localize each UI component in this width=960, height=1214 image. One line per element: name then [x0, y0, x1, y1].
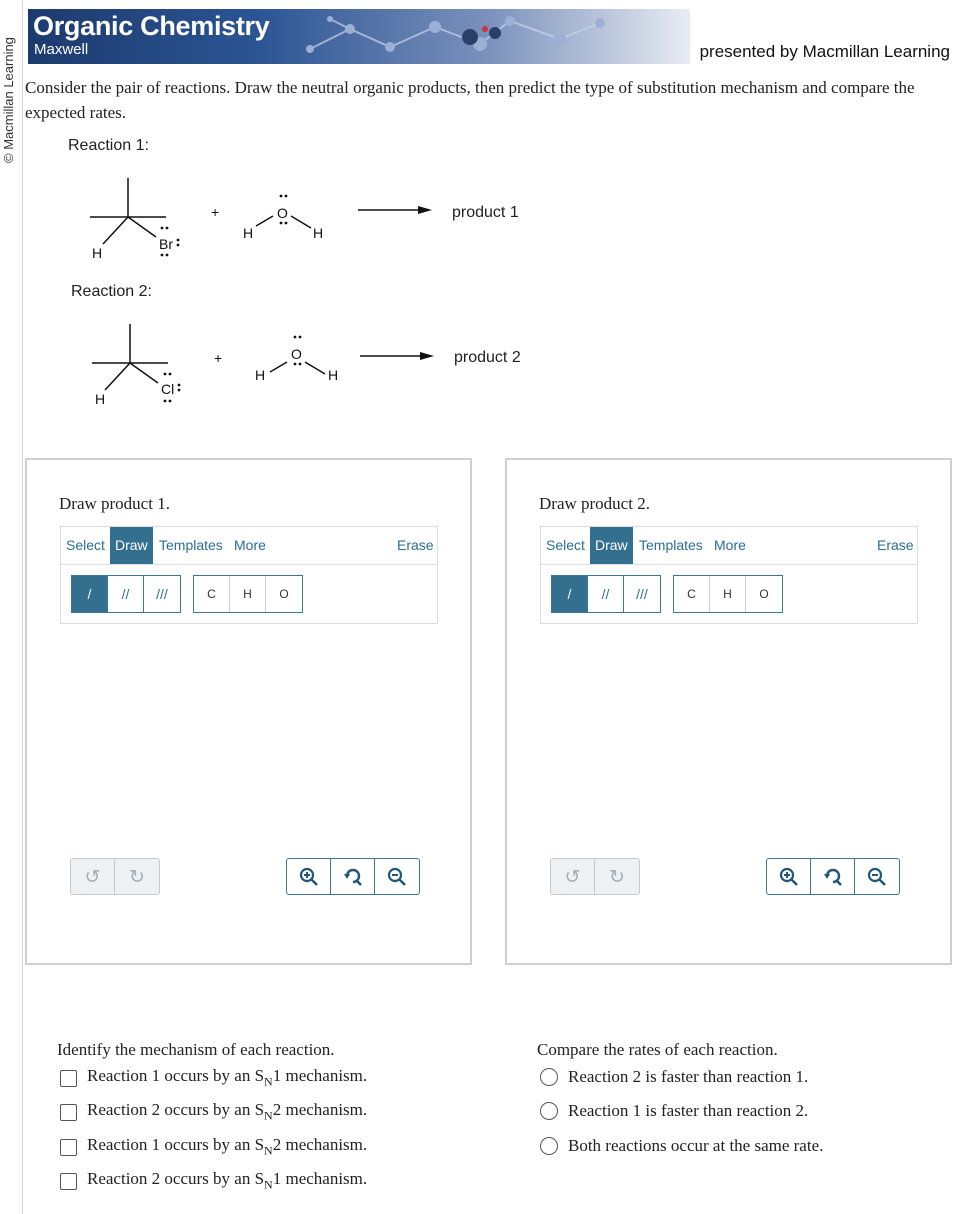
draw-menu[interactable]: Draw	[110, 527, 153, 564]
zoom-reset-icon[interactable]	[331, 859, 375, 894]
radio-button[interactable]	[540, 1137, 558, 1155]
oxygen-atom-tool[interactable]: O	[279, 587, 289, 601]
radio-button[interactable]	[540, 1068, 558, 1086]
reaction-2-plus: +	[214, 350, 223, 366]
panel-1-menu	[61, 527, 437, 565]
single-bond-tool[interactable]: /	[72, 576, 108, 612]
bond-tools	[551, 575, 661, 613]
zoom-in-icon[interactable]	[287, 859, 331, 894]
templates-menu[interactable]: Templates	[639, 537, 703, 553]
panel-1-title: Draw product 1.	[59, 494, 170, 513]
reaction-2-label: Reaction 2:	[71, 283, 152, 300]
more-menu[interactable]: More	[714, 537, 746, 553]
copyright-label: © Macmillan Learning	[1, 37, 16, 163]
option-text: Reaction 2 occurs by an $S_N1$ mechanism.	[87, 1169, 368, 1192]
panel-2-toolbar	[540, 526, 918, 624]
reaction-2-substrate-h: H	[95, 391, 106, 407]
erase-button[interactable]: Erase	[877, 537, 914, 553]
select-menu[interactable]: Select	[66, 537, 105, 553]
book-title: Organic Chemistry	[33, 11, 270, 41]
draw-menu[interactable]: Draw	[590, 527, 633, 564]
more-menu[interactable]: More	[234, 537, 266, 553]
panel-2-title: Draw product 2.	[539, 494, 650, 513]
molecule-graphic	[270, 9, 690, 64]
book-author: Maxwell	[34, 41, 89, 58]
reaction-1-nuc-o: O	[277, 205, 288, 221]
hydrogen-atom-tool[interactable]: H	[230, 576, 266, 612]
templates-menu[interactable]: Templates	[159, 537, 223, 553]
mechanism-option-2[interactable]	[60, 1101, 367, 1123]
mechanism-heading: Identify the mechanism of each reaction.	[57, 1040, 335, 1059]
option-text: Reaction 1 occurs by an $S_N1$ mechanism.	[87, 1066, 368, 1089]
mechanism-option-1[interactable]	[60, 1067, 367, 1089]
panel-2-menu	[541, 527, 917, 565]
atom-tools	[673, 575, 783, 613]
radio-button[interactable]	[540, 1102, 558, 1120]
reaction-2-nuc-h-left: H	[255, 367, 266, 383]
undo-redo-group	[550, 858, 640, 895]
zoom-in-icon[interactable]	[767, 859, 811, 894]
zoom-controls	[286, 858, 420, 895]
carbon-atom-tool[interactable]: C	[194, 576, 230, 612]
double-bond-tool[interactable]: //	[588, 576, 624, 612]
double-bond-tool[interactable]: //	[108, 576, 144, 612]
product-1-label: product 1	[452, 204, 519, 221]
zoom-controls	[766, 858, 900, 895]
select-menu[interactable]: Select	[546, 537, 585, 553]
mechanism-option-3[interactable]	[60, 1136, 367, 1158]
triple-bond-tool[interactable]: ///	[636, 586, 648, 602]
undo-icon[interactable]: ↺	[551, 859, 595, 894]
reaction-2-leaving-group: Cl	[161, 381, 175, 397]
erase-button[interactable]: Erase	[397, 537, 434, 553]
undo-icon[interactable]: ↺	[71, 859, 115, 894]
option-text: Both reactions occur at the same rate.	[568, 1136, 824, 1155]
draw-panel-1	[25, 458, 472, 965]
carbon-atom-tool[interactable]: C	[674, 576, 710, 612]
question-prompt: Consider the pair of reactions. Draw the neutral organic products, then predict the type of substitution mechanism and compare the expected rates.	[25, 78, 915, 122]
hydrogen-atom-tool[interactable]: H	[710, 576, 746, 612]
draw-panel-2	[505, 458, 952, 965]
publisher-credit: presented by Macmillan Learning	[699, 42, 950, 61]
single-bond-tool[interactable]: /	[552, 576, 588, 612]
reaction-1-substrate-h: H	[92, 245, 103, 261]
zoom-out-icon[interactable]	[375, 859, 419, 894]
reaction-1-nuc-h-left: H	[243, 225, 254, 241]
checkbox[interactable]	[60, 1104, 77, 1121]
redo-icon[interactable]: ↻	[129, 865, 145, 888]
bond-tools	[71, 575, 181, 613]
option-text: Reaction 2 occurs by an $S_N2$ mechanism.	[87, 1100, 368, 1123]
checkbox[interactable]	[60, 1173, 77, 1190]
reaction-2-nuc-o: O	[291, 346, 302, 362]
option-text: Reaction 1 occurs by an $S_N2$ mechanism.	[87, 1135, 368, 1158]
undo-redo-group	[70, 858, 160, 895]
reaction-1-label: Reaction 1:	[68, 137, 149, 154]
redo-icon[interactable]: ↻	[609, 865, 625, 888]
triple-bond-tool[interactable]: ///	[156, 586, 168, 602]
reaction-1-nuc-h-right: H	[313, 225, 324, 241]
reaction-1-plus: +	[211, 204, 220, 220]
rate-option-2[interactable]	[540, 1100, 808, 1122]
zoom-reset-icon[interactable]	[811, 859, 855, 894]
checkbox[interactable]	[60, 1070, 77, 1087]
reaction-1-leaving-group: Br	[159, 236, 173, 252]
option-text: Reaction 2 is faster than reaction 1.	[568, 1067, 809, 1086]
rates-heading: Compare the rates of each reaction.	[537, 1040, 778, 1059]
atom-tools	[193, 575, 303, 613]
reaction-2-nuc-h-right: H	[328, 367, 339, 383]
oxygen-atom-tool[interactable]: O	[759, 587, 769, 601]
rate-option-3[interactable]	[540, 1135, 823, 1157]
panel-1-toolbar	[60, 526, 438, 624]
rate-option-1[interactable]	[540, 1066, 808, 1088]
mechanism-option-4[interactable]	[60, 1170, 367, 1192]
option-text: Reaction 1 is faster than reaction 2.	[568, 1101, 809, 1120]
side-strip	[0, 0, 23, 1214]
checkbox[interactable]	[60, 1139, 77, 1156]
product-2-label: product 2	[454, 349, 521, 366]
zoom-out-icon[interactable]	[855, 859, 899, 894]
